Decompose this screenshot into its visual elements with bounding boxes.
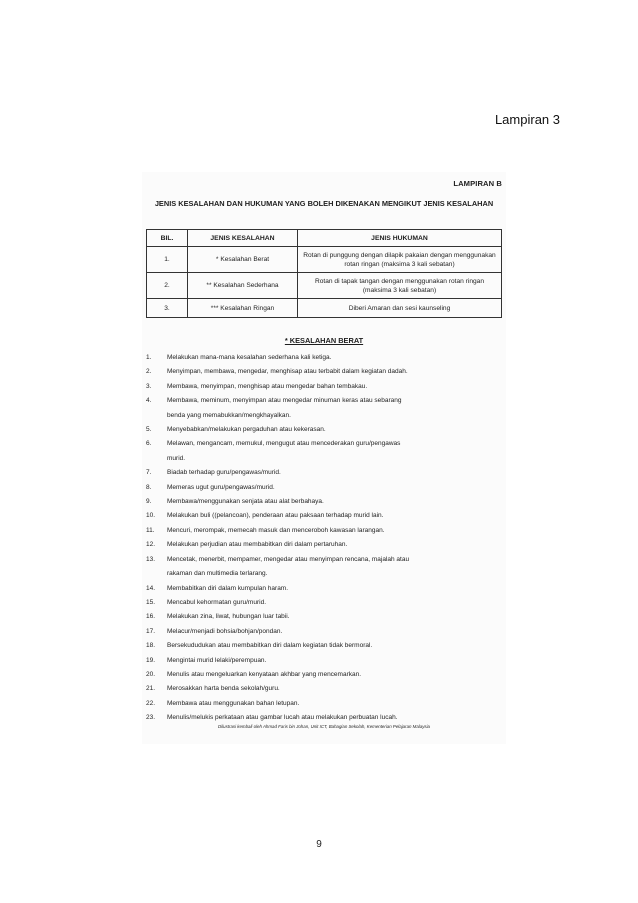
list-item bbox=[146, 538, 504, 552]
list-item-number: 9. bbox=[146, 498, 152, 506]
list-item bbox=[146, 567, 504, 581]
list-item-text: Melacur/menjadi bohsia/bohjan/pondan. bbox=[167, 627, 283, 635]
list-item-number: 1. bbox=[146, 354, 152, 361]
list-item-text: Melakukan perjudian atau membabitkan diri dalam pertaruhan. bbox=[167, 541, 348, 549]
list-item-number: 20. bbox=[146, 670, 156, 678]
table-cell: * Kesalahan Berat bbox=[188, 247, 298, 273]
lampiran-label: Lampiran 3 bbox=[494, 112, 560, 127]
list-item-number: 3. bbox=[146, 382, 152, 390]
list-item bbox=[146, 524, 504, 538]
list-item-number: 8. bbox=[146, 483, 152, 491]
list-item-number: 19. bbox=[146, 656, 156, 664]
page-number: 9 bbox=[316, 839, 322, 850]
list-item-text: Melakukan mana-mana kesalahan sederhana kali ketiga. bbox=[167, 354, 332, 361]
list-item-text: rakaman dan multimedia terlarang. bbox=[167, 570, 268, 578]
list-item-number: 22. bbox=[146, 699, 156, 707]
list-item bbox=[146, 452, 504, 466]
list-item-text: Membabitkan diri dalam kumpulan haram. bbox=[167, 584, 289, 592]
list-item-number: 12. bbox=[146, 541, 156, 549]
list-item-text: Membawa, menyimpan, menghisap atau mengedar bahan tembakau. bbox=[167, 382, 368, 390]
list-item bbox=[146, 654, 504, 668]
punishment-table bbox=[146, 229, 502, 318]
list-item bbox=[146, 668, 504, 682]
list-item bbox=[146, 394, 504, 408]
list-item-number: 4. bbox=[146, 397, 152, 405]
list-item-number: 5. bbox=[146, 426, 152, 434]
list-item-text: Memeras ugut guru/pengawas/murid. bbox=[167, 483, 275, 491]
footnote: Dilustrasi kembali oleh Ahmad Faris bin Johan, Unit ICT, Bahagian Sekolah, Kementerian Pelajaran Malaysia bbox=[218, 724, 430, 729]
list-item bbox=[146, 409, 504, 423]
list-item-text: Mencetak, menerbit, mempamer, mengedar atau menyimpan rencana, majalah atau bbox=[167, 555, 410, 563]
col-header-bil: BIL. bbox=[147, 230, 188, 247]
list-item-text: Menyimpan, membawa, mengedar, menghisap atau terbabit dalam kegiatan dadah. bbox=[167, 368, 408, 376]
list-item bbox=[146, 596, 504, 610]
list-item bbox=[146, 351, 504, 365]
section-heading-text: * KESALAHAN BERAT bbox=[284, 336, 364, 345]
col-header-jenis-hukuman: JENIS HUKUMAN bbox=[298, 230, 502, 247]
list-item-text: Melakukan buli ((pelancoan), penderaan atau paksaan terhadap murid lain. bbox=[167, 512, 384, 520]
table-cell: Rotan di punggung dengan dilapik pakaian dengan menggunakan rotan ringan (maksima 3 kali sebatan) bbox=[298, 247, 502, 273]
section-heading bbox=[142, 336, 506, 345]
table-cell: Rotan di tapak tangan dengan menggunakan rotan ringan (maksima 3 kali sebatan) bbox=[298, 273, 502, 299]
list-item-text: Membawa/menggunakan senjata atau alat berbahaya. bbox=[167, 498, 324, 506]
list-item bbox=[146, 466, 504, 480]
document-title: JENIS KESALAHAN DAN HUKUMAN YANG BOLEH DIKENAKAN MENGIKUT JENIS KESALAHAN bbox=[154, 199, 494, 208]
table-cell: ** Kesalahan Sederhana bbox=[188, 273, 298, 299]
list-item-text: Melawan, mengancam, memukul, mengugut atau mencederakan guru/pengawas bbox=[167, 440, 401, 448]
list-item-text: Mencuri, merompak, memecah masuk dan menceroboh kawasan larangan. bbox=[167, 526, 385, 534]
list-item bbox=[146, 509, 504, 523]
list-item bbox=[146, 582, 504, 596]
list-item-text: Bersekududukan atau membabitkan diri dalam kegiatan tidak bermoral. bbox=[167, 642, 373, 650]
list-item bbox=[146, 423, 504, 437]
list-item bbox=[146, 625, 504, 639]
col-header-jenis-kesalahan: JENIS KESALAHAN bbox=[188, 230, 298, 247]
list-item-number: 6. bbox=[146, 440, 152, 448]
list-item-number: 16. bbox=[146, 613, 156, 621]
list-item-number: 10. bbox=[146, 512, 156, 520]
offence-list bbox=[146, 351, 504, 726]
list-item bbox=[146, 682, 504, 696]
scanned-document bbox=[142, 172, 506, 744]
list-item-number: 23. bbox=[146, 714, 156, 722]
list-item-text: Merosakkan harta benda sekolah/guru. bbox=[167, 685, 280, 693]
list-item-number: 14. bbox=[146, 584, 156, 592]
list-item bbox=[146, 495, 504, 509]
list-item-text: Mengintai murid lelaki/perempuan. bbox=[167, 656, 267, 664]
list-item-text: Membawa atau menggunakan bahan letupan. bbox=[167, 699, 300, 707]
table-header-row bbox=[147, 230, 502, 247]
list-item-number: 11. bbox=[146, 526, 155, 534]
lampiran-b-label: LAMPIRAN B bbox=[453, 179, 502, 188]
list-item-text: Biadab terhadap guru/pengawas/murid. bbox=[167, 469, 281, 477]
table-row bbox=[147, 273, 502, 299]
list-item bbox=[146, 437, 504, 451]
list-item bbox=[146, 697, 504, 711]
list-item-text: Menyebabkan/melakukan pergaduhan atau kekerasan. bbox=[167, 426, 326, 434]
list-item-text: Menulis/melukis perkataan atau gambar lucah atau melakukan perbuatan lucah. bbox=[167, 714, 398, 722]
table-cell: *** Kesalahan Ringan bbox=[188, 299, 298, 318]
list-item-number: 15. bbox=[146, 598, 156, 606]
list-item-number: 7. bbox=[146, 469, 152, 477]
list-item-text: benda yang memabukkan/mengkhayalkan. bbox=[167, 411, 291, 419]
list-item bbox=[146, 380, 504, 394]
list-item-text: murid. bbox=[167, 454, 186, 462]
list-item-number bbox=[146, 409, 167, 423]
list-item-number bbox=[146, 452, 167, 466]
list-item-text: Membawa, meminum, menyimpan atau mengedar minuman keras atau sebarang bbox=[167, 397, 402, 405]
table-cell: Diberi Amaran dan sesi kaunseling bbox=[298, 299, 502, 318]
list-item-number: 18. bbox=[146, 642, 156, 650]
list-item-number: 17. bbox=[146, 627, 156, 635]
table-row bbox=[147, 247, 502, 273]
list-item-number: 2. bbox=[146, 368, 152, 376]
list-item bbox=[146, 365, 504, 379]
table-row bbox=[147, 299, 502, 318]
list-item bbox=[146, 610, 504, 624]
list-item bbox=[146, 639, 504, 653]
list-item-number bbox=[146, 567, 167, 581]
list-item-text: Menulis atau mengeluarkan kenyataan akhbar yang mencemarkan. bbox=[167, 670, 362, 678]
list-item-text: Mencabul kehormatan guru/murid. bbox=[167, 598, 266, 606]
list-item-number: 13. bbox=[146, 555, 156, 563]
list-item bbox=[146, 553, 504, 567]
table-cell: 1. bbox=[147, 247, 188, 273]
table-cell: 2. bbox=[147, 273, 188, 299]
list-item bbox=[146, 481, 504, 495]
list-item-number: 21. bbox=[146, 685, 156, 693]
table-cell: 3. bbox=[147, 299, 188, 318]
list-item-text: Melakukan zina, liwat, hubungan luar tabii. bbox=[167, 613, 290, 621]
